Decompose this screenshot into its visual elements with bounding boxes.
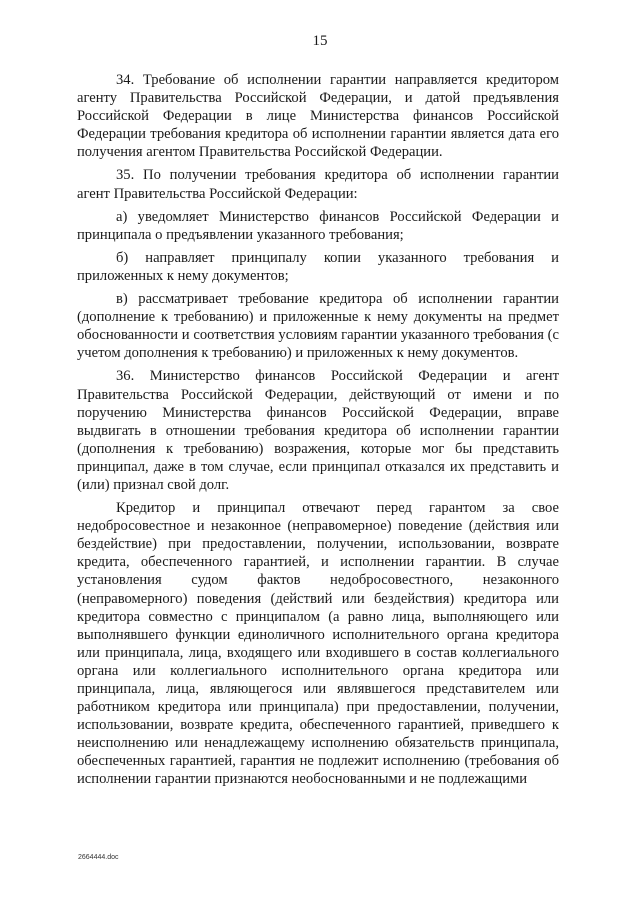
page-number: 15: [312, 33, 328, 49]
paragraph-35: 35. По получении требования кредитора об исполнении гарантии агент Правительства Российской Федерации:: [77, 167, 559, 202]
paragraph-36-continued: Кредитор и принципал отвечают перед гарантом за свое недобросовестное и незаконное (неправомерное) поведение (действия или бездействие) при предоставлении, получении, использовании, возврате кредита, обеспеченного гарантией, и исполнении гарантии. В случае установления судом фактов недобросовестного, незаконного (неправомерного) поведения (действий или бездействия) кредитора или кредитора совместно с принципалом (а равно лица, выполняющего или выполнявшего функции единоличного исполнительного органа кредитора или принципала, лица, входящего или входившего в состав коллегиального органа или коллегиального исполнительного органа кредитора или принципала, лица, являющегося или являвшегося представителем или работником кредитора или принципала) при предоставлении, получении, использовании, возврате кредита, обеспеченного гарантией, приведшего к неисполнению или ненадлежащему исполнению обязательств принципала, обеспеченных гарантией, гарантия не подлежит исполнению (требования об исполнении гарантии признаются необоснованными и не подлежащими: [77, 500, 559, 788]
paragraph-35-item-c: в) рассматривает требование кредитора об исполнении гарантии (дополнение к требованию) и приложенные к нему документы на предмет обоснованности и соответствия условиям гарантии указанного требования (с учетом дополнения к требованию) и приложенных к нему документов.: [77, 291, 559, 362]
paragraph-34: 34. Требование об исполнении гарантии направляется кредитором агенту Правительства Российской Федерации, и датой предъявления Российской Федерации в лице Министерства финансов Российской Федерации требования кредитора об исполнении гарантии является дата его получения агентом Правительства Российской Федерации.: [77, 72, 559, 161]
paragraph-35-item-b: б) направляет принципалу копии указанного требования и приложенных к нему документов;: [77, 249, 559, 284]
document-body: [77, 71, 559, 794]
paragraph-35-item-a: а) уведомляет Министерство финансов Российской Федерации и принципала о предъявлении указанного требования;: [77, 208, 559, 243]
paragraph-36: 36. Министерство финансов Российской Федерации и агент Правительства Российской Федерации, действующий от имени и по поручению Министерства финансов Российской Федерации, вправе выдвигать в отношении требования кредитора об исполнении гарантии (дополнения к требованию) возражения, которые мог бы представить принципал, даже в том случае, если принципал отказался их представить и (или) признал свой долг.: [77, 368, 559, 493]
document-file-id: 2664444.doc: [78, 854, 119, 861]
